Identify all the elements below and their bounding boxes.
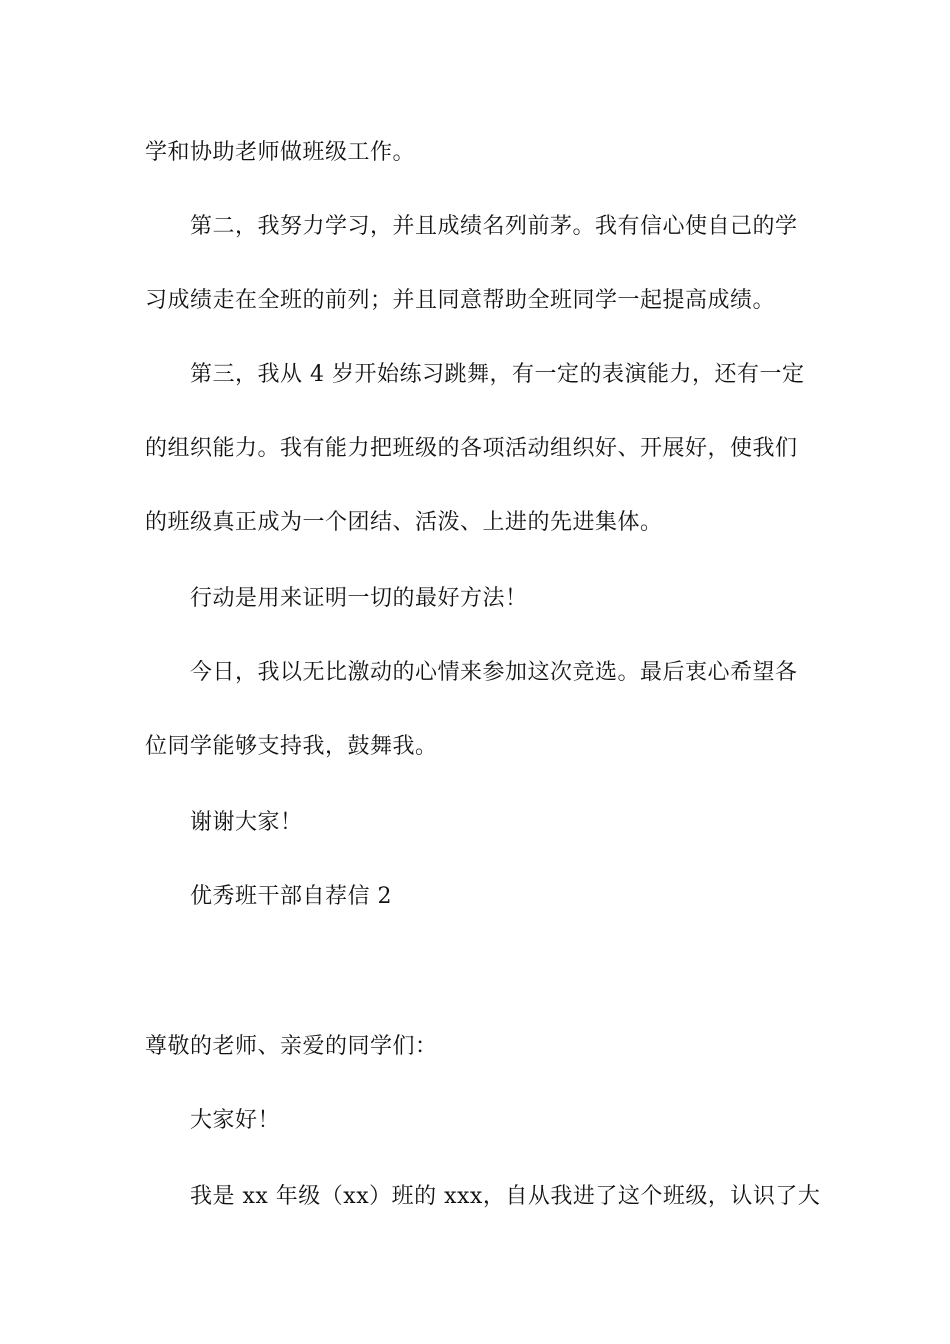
paragraph-line: 行动是用来证明一切的最好方法！ [190, 586, 528, 611]
paragraph-line: 学和协助老师做班级工作。 [145, 140, 416, 165]
paragraph-line: 的组织能力。我有能力把班级的各项活动组织好、开展好，使我们 [145, 436, 798, 461]
paragraph-line: 位同学能够支持我，鼓舞我。 [145, 734, 438, 759]
salutation: 尊敬的老师、亲爱的同学们： [145, 1034, 438, 1059]
paragraph-line: 第二，我努力学习，并且成绩名列前茅。我有信心使自己的学 [190, 214, 798, 239]
paragraph-line: 今日，我以无比激动的心情来参加这次竞选。最后衷心希望各 [190, 660, 798, 685]
paragraph-line: 习成绩走在全班的前列；并且同意帮助全班同学一起提高成绩。 [145, 288, 776, 313]
greeting: 大家好！ [190, 1108, 281, 1133]
paragraph-line: 谢谢大家！ [190, 810, 303, 835]
paragraph-line: 我是 xx 年级（xx）班的 xxx，自从我进了这个班级，认识了大 [190, 1184, 821, 1209]
paragraph-line: 的班级真正成为一个团结、活泼、上进的先进集体。 [145, 510, 663, 535]
paragraph-line: 第三，我从 4 岁开始练习跳舞，有一定的表演能力，还有一定 [190, 362, 805, 387]
section-heading: 优秀班干部自荐信 2 [190, 884, 392, 909]
